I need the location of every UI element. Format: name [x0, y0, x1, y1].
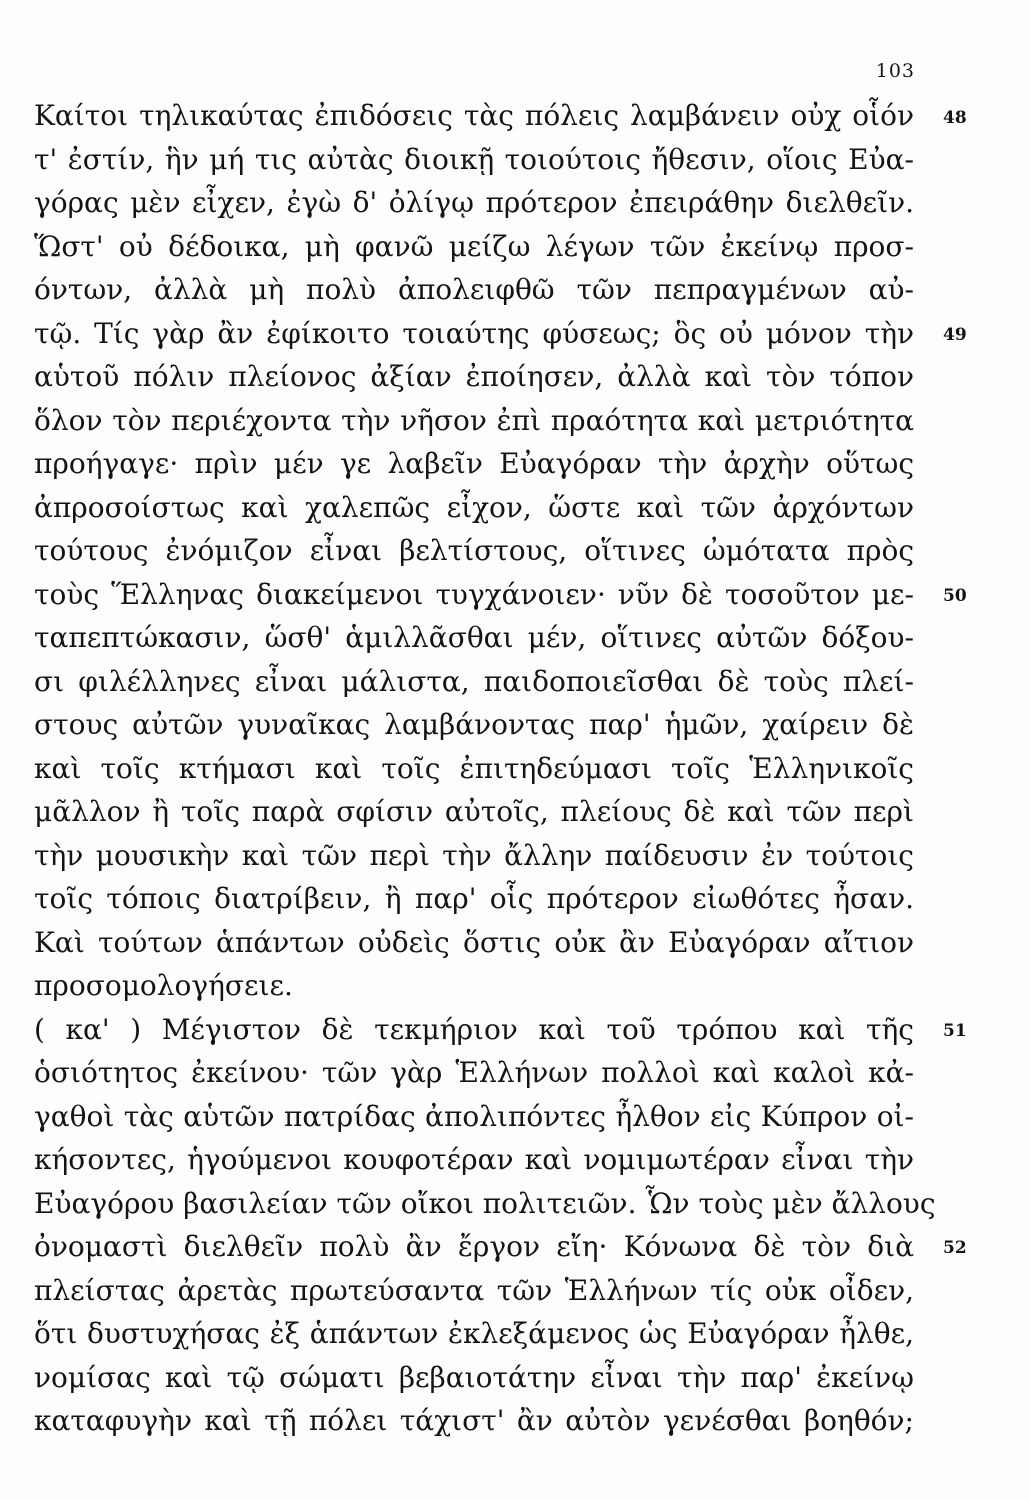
text-line: ταπεπτώκασιν, ὥσθ' ἁμιλλᾶσθαι μέν, οἵτινες αὐτῶν δόξου- — [34, 621, 914, 654]
page-number: 103 — [875, 60, 915, 82]
text-line: τῷ. Τίς γὰρ ἂν ἐφίκοιτο τοιαύτης φύσεως; ὃς οὐ μόνον τὴν — [34, 316, 914, 350]
text-line: τούτους ἐνόμιζον εἶναι βελτίστους, οἵτινες ὠμότατα πρὸς — [34, 534, 914, 567]
text-line: ὅτι δυστυχήσας ἐξ ἁπάντων ἐκλεξάμενος ὡς Εὐαγόραν ἦλθε, — [34, 1317, 914, 1350]
text-line: Καὶ τούτων ἁπάντων οὐδεὶς ὅστις οὐκ ἂν Εὐαγόραν αἴτιον — [34, 925, 914, 959]
text-line: γόρας μὲν εἶχεν, ἐγὼ δ' ὀλίγῳ πρότερον ἐπειράθην διελθεῖν. — [34, 186, 914, 219]
text-line: τὴν μουσικὴν καὶ τῶν περὶ τὴν ἄλλην παίδευσιν ἐν τούτοις — [34, 838, 914, 872]
text-line: Ὥστ' οὐ δέδοικα, μὴ φανῶ μείζω λέγων τῶν ἐκείνῳ προσ- — [34, 229, 914, 263]
text-line: ὁσιότητος ἐκείνου· τῶν γὰρ Ἑλλήνων πολλοὶ καὶ καλοὶ κἀ- — [34, 1056, 914, 1089]
text-line: νομίσας καὶ τῷ σώματι βεβαιοτάτην εἶναι τὴν παρ' ἐκείνῳ — [34, 1360, 914, 1394]
text-line: Καίτοι τηλικαύτας ἐπιδόσεις τὰς πόλεις λαμβάνειν οὐχ οἷόν — [34, 99, 914, 132]
text-line: ἀπροσοίστως καὶ χαλεπῶς εἶχον, ὥστε καὶ τῶν ἀρχόντων — [34, 490, 914, 524]
text-line: ὅλον τὸν περιέχοντα τὴν νῆσον ἐπὶ πραότητα καὶ μετριότητα — [34, 403, 914, 437]
text-line: αὑτοῦ πόλιν πλείονος ἀξίαν ἐποίησεν, ἀλλὰ καὶ τὸν τόπον — [34, 360, 914, 393]
text-line: τ' ἐστίν, ἣν μή τις αὐτὰς διοικῇ τοιούτοις ἤθεσιν, οἵοις Εὐα- — [34, 142, 914, 176]
text-line: προήγαγε· πρὶν μέν γε λαβεῖν Εὐαγόραν τὴν ἀρχὴν οὕτως — [34, 447, 914, 480]
text-line: τοῖς τόποις διατρίβειν, ἢ παρ' οἷς πρότερον εἰωθότες ἦσαν. — [34, 882, 914, 915]
section-number: 51 — [943, 1021, 967, 1041]
text-line: ( κα' ) Μέγιστον δὲ τεκμήριον καὶ τοῦ τρόπου καὶ τῆς — [34, 1012, 914, 1046]
text-line: τοὺς Ἕλληνας διακείμενοι τυγχάνοιεν· νῦν δὲ τοσοῦτον με- — [34, 577, 914, 611]
text-line: καταφυγὴν καὶ τῇ πόλει τάχιστ' ἂν αὐτὸν γενέσθαι βοηθόν; — [34, 1404, 914, 1437]
text-line: όντων, ἀλλὰ μὴ πολὺ ἀπολειφθῶ τῶν πεπραγμένων αὐ- — [34, 273, 914, 306]
section-number: 52 — [943, 1238, 967, 1258]
text-line: ὀνομαστὶ διελθεῖν πολὺ ἂν ἔργον εἴη· Κόνωνα δὲ τὸν διὰ — [34, 1230, 914, 1263]
text-line: μᾶλλον ἢ τοῖς παρὰ σφίσιν αὐτοῖς, πλείους δὲ καὶ τῶν περὶ — [34, 795, 914, 828]
section-number: 49 — [943, 325, 967, 345]
section-number: 50 — [943, 586, 967, 606]
text-line: κήσοντες, ἡγούμενοι κουφοτέραν καὶ νομιμωτέραν εἶναι τὴν — [34, 1143, 914, 1176]
text-line: στους αὐτῶν γυναῖκας λαμβάνοντας παρ' ἡμῶν, χαίρειν δὲ — [34, 708, 914, 741]
section-number: 48 — [943, 108, 967, 128]
text-line: προσομολογήσειε. — [34, 969, 293, 1002]
text-line: γαθοὶ τὰς αὑτῶν πατρίδας ἀπολιπόντες ἦλθον εἰς Κύπρον οἰ- — [34, 1099, 914, 1133]
text-line: πλείστας ἀρετὰς πρωτεύσαντα τῶν Ἑλλήνων τίς οὐκ οἶδεν, — [34, 1273, 914, 1307]
text-line: σι φιλέλληνες εἶναι μάλιστα, παιδοποιεῖσθαι δὲ τοὺς πλεί- — [34, 664, 914, 698]
body-text — [34, 94, 936, 1443]
text-line: Εὐαγόρου βασιλείαν τῶν οἴκοι πολιτειῶν. Ὧν τοὺς μὲν ἄλλους — [34, 1186, 936, 1220]
text-line: καὶ τοῖς κτήμασι καὶ τοῖς ἐπιτηδεύμασι τοῖς Ἑλληνικοῖς — [34, 751, 914, 785]
